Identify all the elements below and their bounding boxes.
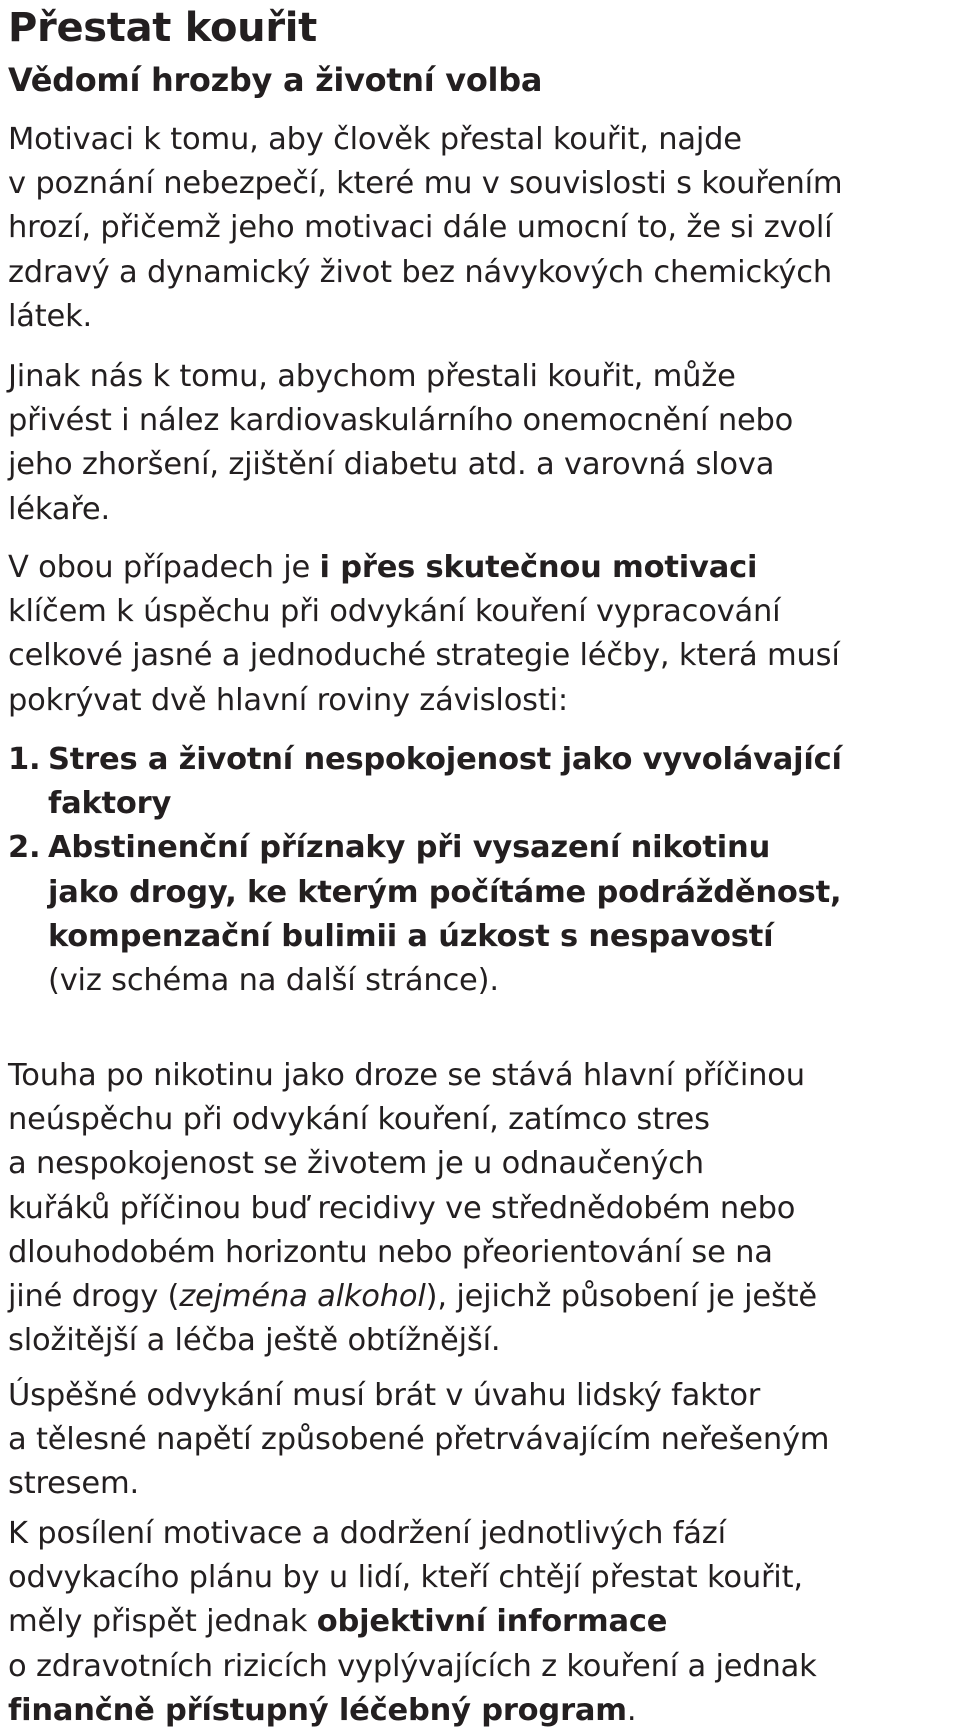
paragraph-program xyxy=(8,1512,952,1733)
text-line: Stres a životní nespokojenost jako vyvolávající xyxy=(48,742,842,777)
text-line: Touha po nikotinu jako droze se stává hlavní příčinou xyxy=(8,1058,805,1093)
text-line: K posílení motivace a dodržení jednotlivých fází xyxy=(8,1516,726,1551)
text-line xyxy=(8,1600,952,1644)
text-line: o zdravotních rizicích vyplývajících z kouření a jednak xyxy=(8,1648,817,1684)
list-number: 2. xyxy=(8,830,41,866)
text-line: jeho zhoršení, zjištění diabetu atd. a varovná slova xyxy=(8,447,775,483)
emphasis-text: finančně přístupný léčebný program xyxy=(8,1692,627,1728)
text-line: Úspěšné odvykání musí brát v úvahu lidský faktor xyxy=(8,1378,761,1413)
text-line: odvykacího plánu by u lidí, kteří chtějí přestat kouřit, xyxy=(8,1560,803,1596)
text-line: a tělesné napětí způsobené přetrvávajícím neřešeným xyxy=(8,1422,830,1458)
text-line: přivést i nález kardiovaskulárního onemocnění nebo xyxy=(8,403,794,439)
text-line: Jinak nás k tomu, abychom přestali kouřit, může xyxy=(8,359,736,394)
page-title: Přestat kouřit xyxy=(8,5,317,51)
paragraph-diagnosis xyxy=(8,355,952,532)
text-line: a nespokojenost se životem je u odnaučených xyxy=(8,1146,704,1182)
paragraph-motivation xyxy=(8,118,952,339)
text-line xyxy=(8,546,952,590)
text-line: Abstinenční příznaky při vysazení nikotinu xyxy=(48,830,771,866)
list-item xyxy=(8,826,952,1003)
paragraph-human-factor xyxy=(8,1374,952,1507)
text-line: Motivaci k tomu, aby člověk přestal kouřit, najde xyxy=(8,122,742,157)
list-note: (viz schéma na další stránce). xyxy=(48,963,499,999)
text-line: jako drogy, ke kterým počítáme podrážděnost, xyxy=(48,874,842,910)
text-line: složitější a léčba ještě obtížnější. xyxy=(8,1323,501,1359)
text-line: v poznání nebezpečí, které mu v souvislosti s kouřením xyxy=(8,166,843,202)
italic-text: zejména alkohol xyxy=(179,1279,426,1315)
text-line: faktory xyxy=(48,786,172,822)
text-line: stresem. xyxy=(8,1466,139,1502)
list-item xyxy=(8,738,952,826)
text-line: hrozí, přičemž jeho motivaci dále umocní to, že si zvolí xyxy=(8,210,833,246)
text-span: jiné drogy ( xyxy=(8,1279,180,1315)
text-line: celkové jasné a jednoduché strategie léčby, která musí xyxy=(8,638,840,674)
emphasis-text: i přes skutečnou motivaci xyxy=(319,550,758,585)
paragraph-nicotine-craving xyxy=(8,1054,952,1363)
text-span: . xyxy=(626,1692,637,1728)
text-line: látek. xyxy=(8,298,93,334)
text-line: neúspěchu při odvykání kouření, zatímco stres xyxy=(8,1102,710,1138)
numbered-list xyxy=(8,738,952,1003)
text-span: V obou případech je xyxy=(8,550,320,585)
text-line: klíčem k úspěchu při odvykání kouření vypracování xyxy=(8,594,781,630)
list-number: 1. xyxy=(8,742,41,777)
text-line: zdravý a dynamický život bez návykových chemických xyxy=(8,254,832,290)
text-span: měly přispět jednak xyxy=(8,1604,317,1640)
paragraph-strategy xyxy=(8,546,952,723)
text-line: kompenzační bulimii a úzkost s nespavostí xyxy=(48,918,774,954)
text-line: dlouhodobém horizontu nebo přeorientování se na xyxy=(8,1234,773,1270)
text-line: pokrývat dvě hlavní roviny závislosti: xyxy=(8,682,568,718)
text-span: ), jejichž působení je ještě xyxy=(425,1279,817,1315)
text-line xyxy=(8,1689,952,1733)
emphasis-text: objektivní informace xyxy=(316,1604,668,1640)
text-line: lékaře. xyxy=(8,491,110,527)
page-subtitle: Vědomí hrozby a životní volba xyxy=(8,61,543,99)
text-line: kuřáků příčinou buď recidivy ve střednědobém nebo xyxy=(8,1190,796,1226)
text-line xyxy=(8,1275,952,1319)
